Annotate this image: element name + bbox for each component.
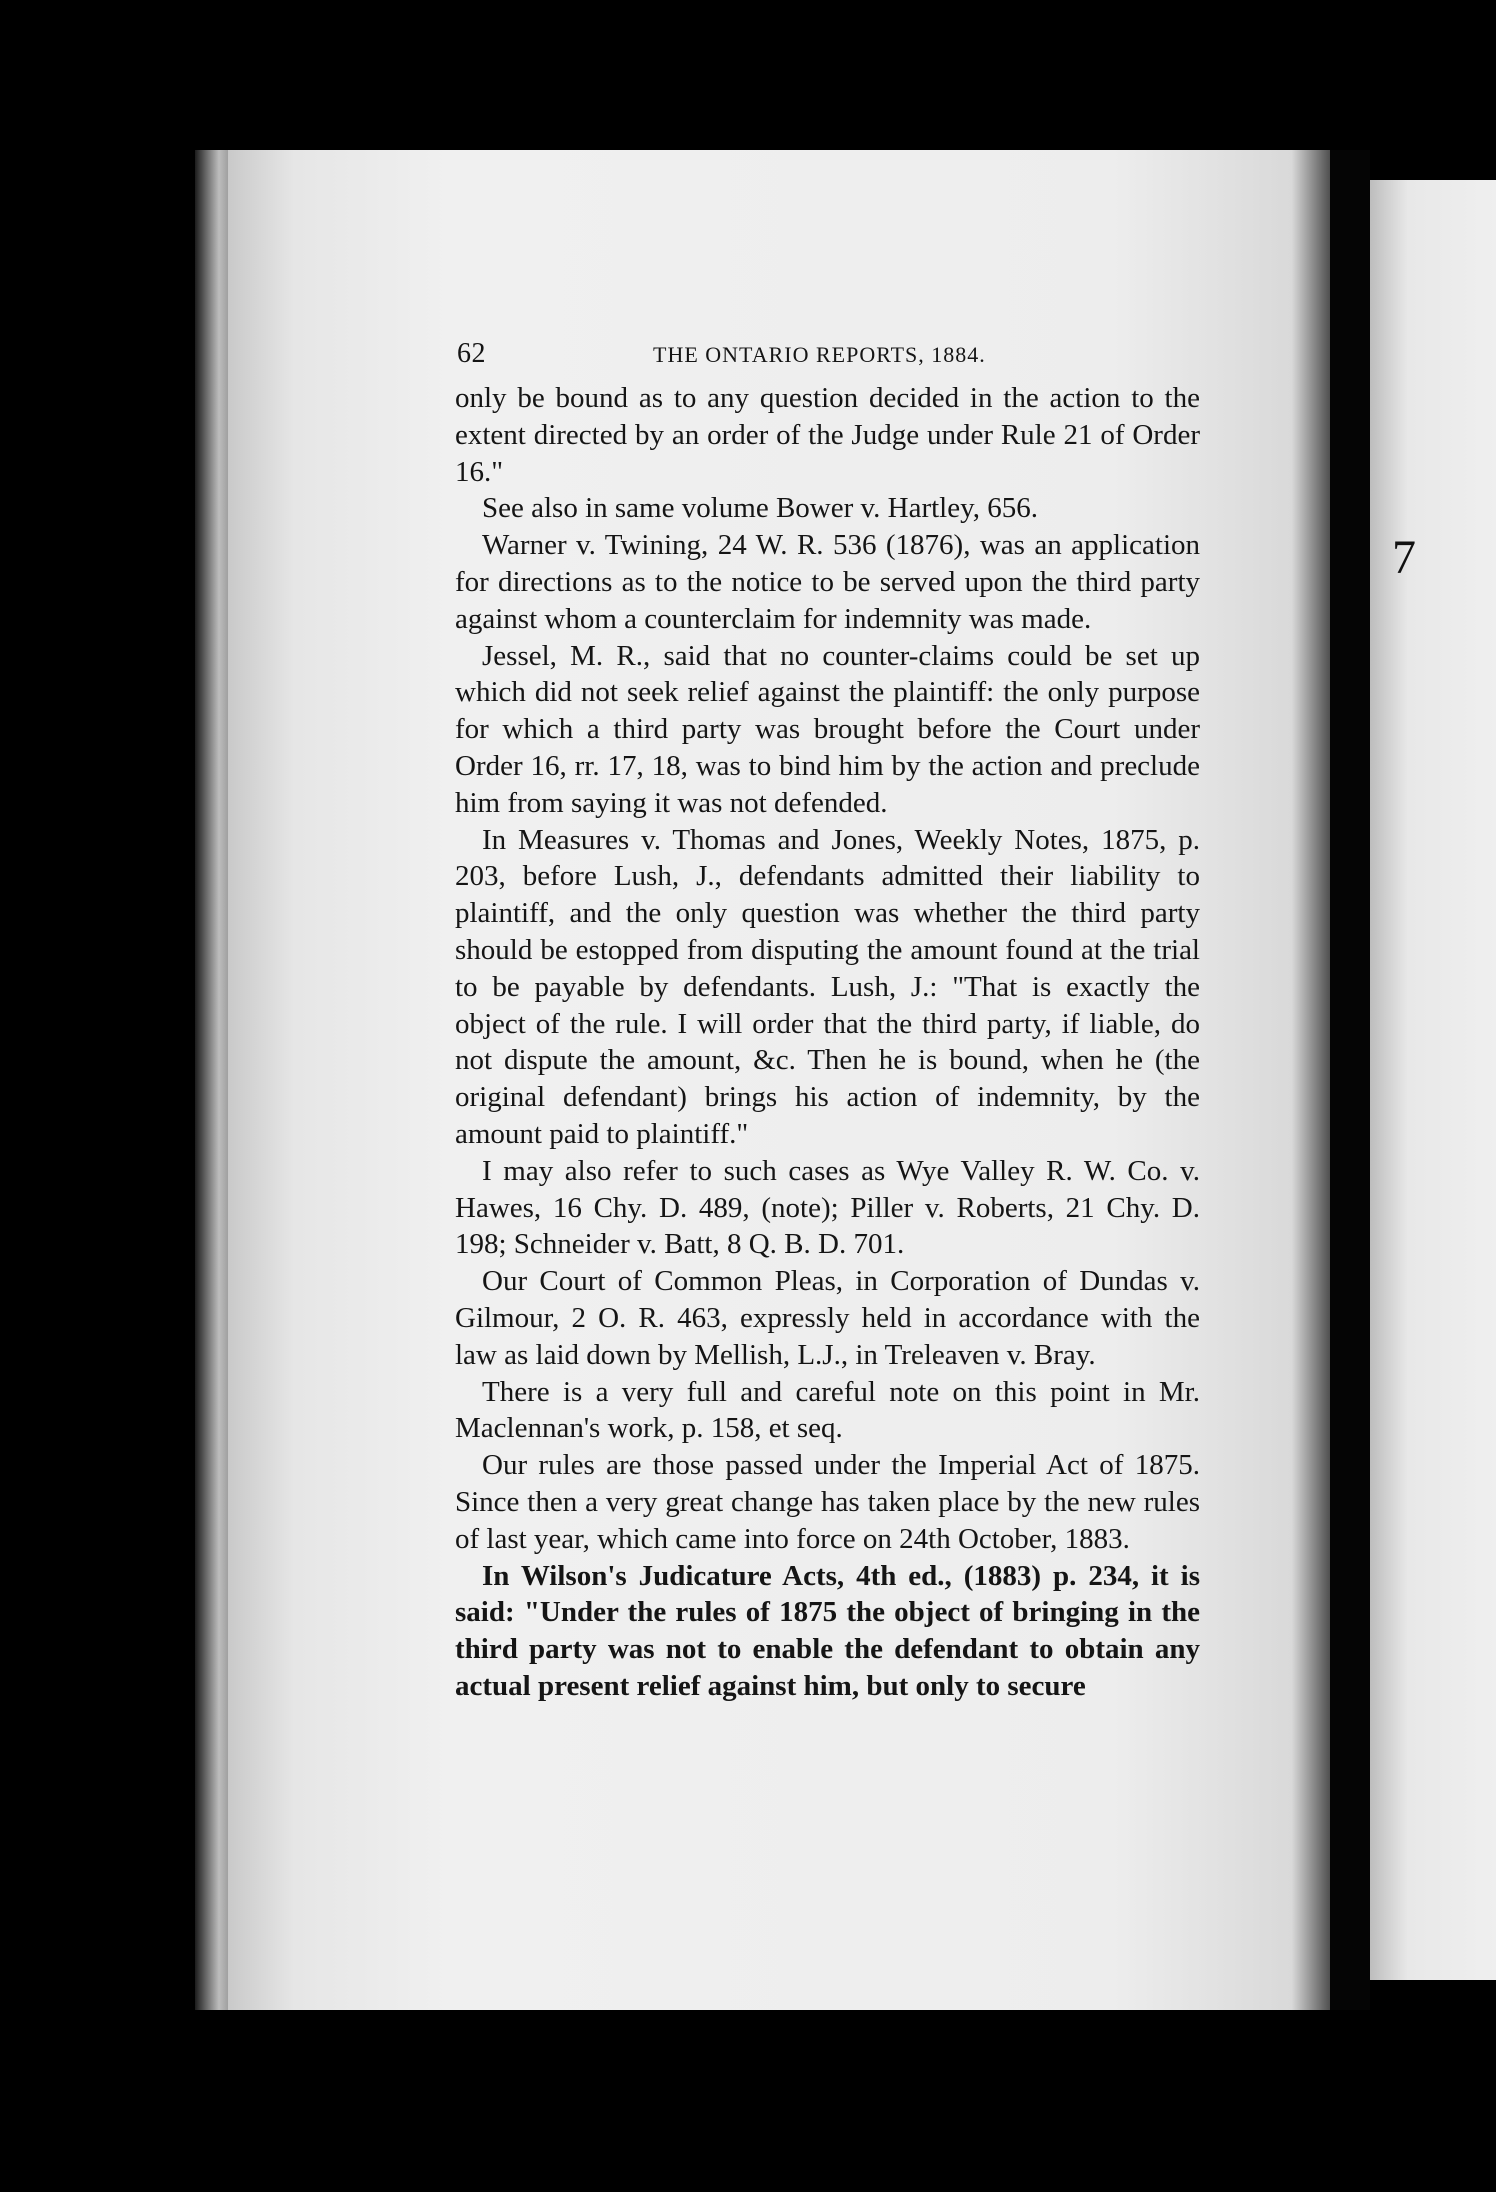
page-content bbox=[455, 330, 1200, 1705]
facing-page-edge bbox=[1370, 180, 1496, 1980]
page-number: 62 bbox=[457, 338, 486, 369]
paragraph: Warner v. Twining, 24 W. R. 536 (1876), was an application for directions as to the notice to be served upon the third party against whom a counterclaim for indemnity was made. bbox=[455, 529, 1200, 635]
paragraph: See also in same volume Bower v. Hartley, 656. bbox=[482, 492, 1038, 525]
paragraph: I may also refer to such cases as Wye Valley R. W. Co. v. Hawes, 16 Chy. D. 489, (note); Piller v. Roberts, 21 Chy. D. 198; Schneider v. Batt, 8 Q. B. D. 701. bbox=[455, 1154, 1200, 1261]
running-head: THE ONTARIO REPORTS, 1884. bbox=[653, 342, 986, 367]
paragraph: Our Court of Common Pleas, in Corporation of Dundas v. Gilmour, 2 O. R. 463, expressly held in accordance with the law as laid down by Mellish, L.J., in Treleaven v. Bray. bbox=[455, 1265, 1200, 1371]
body-text bbox=[455, 380, 1200, 1705]
page-gutter bbox=[1330, 150, 1370, 2010]
page-header bbox=[455, 330, 1200, 380]
paragraph: only be bound as to any question decided in the action to the extent directed by an order of the Judge under Rule 21 of Order 16." bbox=[455, 382, 1200, 488]
facing-page-margin-numeral: 7 bbox=[1392, 531, 1416, 584]
paragraph: In Measures v. Thomas and Jones, Weekly Notes, 1875, p. 203, before Lush, J., defendants admitted their liability to plaintiff, and the only question was whether the third party should be estopped from disputing the amount found at the trial to be payable by defendants. Lush, J.: "That is exactly the object of the rule. I will order that the third party, if liable, do not dispute the amount, &c. Then he is bound, when he (the original defendant) brings his action of indemnity, by the amount paid to plaintiff." bbox=[455, 823, 1200, 1150]
paragraph: Jessel, M. R., said that no counter-claims could be set up which did not seek relief against the plaintiff: the only purpose for which a third party was brought before the Court under Order 16, rr. 17, 18, was to bind him by the action and preclude him from saying it was not defended. bbox=[455, 639, 1200, 819]
paragraph: There is a very full and careful note on this point in Mr. Maclennan's work, p. 158, et seq. bbox=[455, 1375, 1200, 1445]
paragraph: Our rules are those passed under the Imperial Act of 1875. Since then a very great change has taken place by the new rules of last year, which came into force on 24th October, 1883. bbox=[455, 1449, 1200, 1555]
paragraph: In Wilson's Judicature Acts, 4th ed., (1883) p. 234, it is said: "Under the rules of 1875 the object of bringing in the third party was not to enable the defendant to obtain any actual present relief against him, but only to secure bbox=[455, 1559, 1200, 1702]
